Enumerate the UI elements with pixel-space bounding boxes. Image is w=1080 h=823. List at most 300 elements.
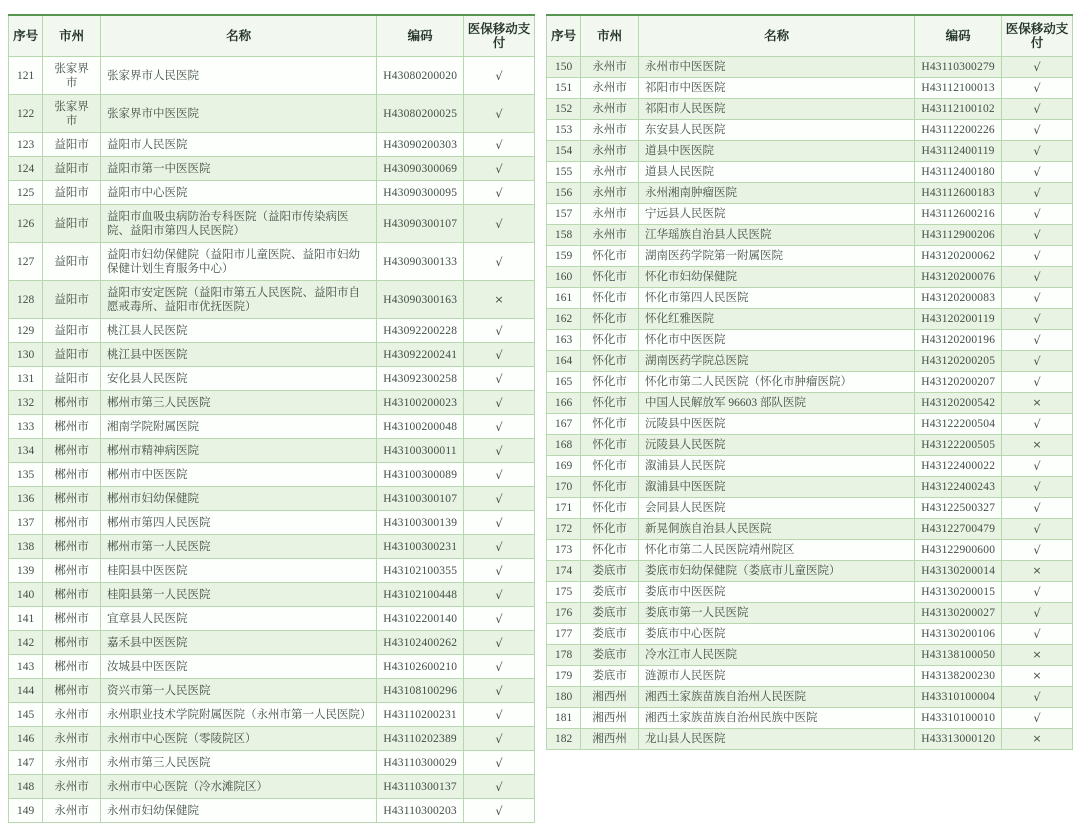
hospital-table-right — [546, 14, 1073, 750]
col-header-name: 名称 — [639, 15, 915, 57]
city-cell: 怀化市 — [581, 351, 639, 372]
code-cell: H43080200020 — [377, 57, 464, 95]
payment-cell: √ — [463, 655, 534, 679]
table-row — [9, 367, 535, 391]
table-row — [547, 519, 1073, 540]
table-row — [9, 727, 535, 751]
payment-cell: √ — [1001, 687, 1072, 708]
city-cell: 郴州市 — [43, 391, 101, 415]
hospital-name-cell: 益阳市中心医院 — [101, 181, 377, 205]
row-number: 161 — [547, 288, 581, 309]
hospital-name-cell: 涟源市人民医院 — [639, 666, 915, 687]
code-cell: H43122200505 — [915, 435, 1002, 456]
row-number: 129 — [9, 319, 43, 343]
table-row — [9, 559, 535, 583]
table-row — [547, 603, 1073, 624]
payment-cell: √ — [463, 799, 534, 823]
hospital-name-cell: 溆浦县中医医院 — [639, 477, 915, 498]
payment-cell: √ — [1001, 624, 1072, 645]
payment-cell: × — [1001, 645, 1072, 666]
city-cell: 怀化市 — [581, 393, 639, 414]
code-cell: H43092300258 — [377, 367, 464, 391]
code-cell: H43080200025 — [377, 95, 464, 133]
payment-cell: √ — [1001, 141, 1072, 162]
table-row — [547, 57, 1073, 78]
city-cell: 怀化市 — [581, 288, 639, 309]
hospital-name-cell: 中国人民解放军 96603 部队医院 — [639, 393, 915, 414]
hospital-name-cell: 娄底市第一人民医院 — [639, 603, 915, 624]
city-cell: 永州市 — [581, 183, 639, 204]
row-number: 166 — [547, 393, 581, 414]
hospital-name-cell: 桃江县人民医院 — [101, 319, 377, 343]
row-number: 146 — [9, 727, 43, 751]
row-number: 158 — [547, 225, 581, 246]
row-number: 170 — [547, 477, 581, 498]
code-cell: H43130200106 — [915, 624, 1002, 645]
code-cell: H43122400243 — [915, 477, 1002, 498]
code-cell: H43120200207 — [915, 372, 1002, 393]
city-cell: 怀化市 — [581, 477, 639, 498]
table-row — [547, 582, 1073, 603]
code-cell: H43120200196 — [915, 330, 1002, 351]
hospital-name-cell: 道县中医医院 — [639, 141, 915, 162]
code-cell: H43120200062 — [915, 246, 1002, 267]
payment-cell: √ — [1001, 456, 1072, 477]
row-number: 164 — [547, 351, 581, 372]
city-cell: 永州市 — [581, 141, 639, 162]
payment-cell: × — [463, 281, 534, 319]
payment-cell: √ — [1001, 414, 1072, 435]
payment-cell: √ — [463, 487, 534, 511]
hospital-name-cell: 益阳市妇幼保健院（益阳市儿童医院、益阳市妇幼保健计划生育服务中心） — [101, 243, 377, 281]
city-cell: 怀化市 — [581, 267, 639, 288]
payment-cell: × — [1001, 561, 1072, 582]
payment-cell: √ — [1001, 582, 1072, 603]
col-header-payment: 医保移动支付 — [463, 15, 534, 57]
payment-cell: √ — [463, 463, 534, 487]
hospital-name-cell: 东安县人民医院 — [639, 120, 915, 141]
code-cell: H43130200015 — [915, 582, 1002, 603]
row-number: 154 — [547, 141, 581, 162]
row-number: 169 — [547, 456, 581, 477]
code-cell: H43102100448 — [377, 583, 464, 607]
payment-cell: √ — [463, 205, 534, 243]
hospital-name-cell: 怀化市第二人民医院（怀化市肿瘤医院） — [639, 372, 915, 393]
row-number: 165 — [547, 372, 581, 393]
city-cell: 湘西州 — [581, 687, 639, 708]
table-row — [9, 535, 535, 559]
payment-cell: √ — [1001, 120, 1072, 141]
table-row — [547, 645, 1073, 666]
table-row — [9, 133, 535, 157]
city-cell: 湘西州 — [581, 708, 639, 729]
header-row — [9, 15, 535, 57]
row-number: 179 — [547, 666, 581, 687]
code-cell: H43310100010 — [915, 708, 1002, 729]
hospital-name-cell: 怀化市第四人民医院 — [639, 288, 915, 309]
row-number: 178 — [547, 645, 581, 666]
table-row — [547, 435, 1073, 456]
hospital-name-cell: 汝城县中医医院 — [101, 655, 377, 679]
payment-cell: √ — [463, 511, 534, 535]
payment-cell: √ — [463, 95, 534, 133]
table-row — [9, 415, 535, 439]
col-header-name: 名称 — [101, 15, 377, 57]
table-row — [9, 281, 535, 319]
payment-cell: √ — [1001, 162, 1072, 183]
city-cell: 永州市 — [581, 225, 639, 246]
city-cell: 湘西州 — [581, 729, 639, 750]
payment-cell: √ — [463, 343, 534, 367]
table-row — [547, 288, 1073, 309]
city-cell: 永州市 — [581, 120, 639, 141]
city-cell: 怀化市 — [581, 372, 639, 393]
city-cell: 永州市 — [43, 775, 101, 799]
table-row — [9, 631, 535, 655]
payment-cell: √ — [463, 157, 534, 181]
code-cell: H43138100050 — [915, 645, 1002, 666]
hospital-name-cell: 怀化市中医医院 — [639, 330, 915, 351]
row-number: 124 — [9, 157, 43, 181]
payment-cell: √ — [463, 679, 534, 703]
code-cell: H43112100102 — [915, 99, 1002, 120]
code-cell: H43108100296 — [377, 679, 464, 703]
hospital-name-cell: 郴州市精神病医院 — [101, 439, 377, 463]
code-cell: H43102400262 — [377, 631, 464, 655]
code-cell: H43112200226 — [915, 120, 1002, 141]
city-cell: 永州市 — [581, 204, 639, 225]
row-number: 136 — [9, 487, 43, 511]
payment-cell: × — [1001, 666, 1072, 687]
city-cell: 娄底市 — [581, 603, 639, 624]
payment-cell: √ — [1001, 288, 1072, 309]
payment-cell: √ — [463, 415, 534, 439]
row-number: 121 — [9, 57, 43, 95]
col-header-city: 市州 — [581, 15, 639, 57]
hospital-name-cell: 永州市中医医院 — [639, 57, 915, 78]
code-cell: H43100300089 — [377, 463, 464, 487]
hospital-name-cell: 桃江县中医医院 — [101, 343, 377, 367]
row-number: 182 — [547, 729, 581, 750]
table-row — [547, 666, 1073, 687]
row-number: 148 — [9, 775, 43, 799]
code-cell: H43100300011 — [377, 439, 464, 463]
payment-cell: √ — [1001, 477, 1072, 498]
city-cell: 益阳市 — [43, 133, 101, 157]
payment-cell: √ — [1001, 225, 1072, 246]
table-row — [547, 687, 1073, 708]
hospital-name-cell: 江华瑶族自治县人民医院 — [639, 225, 915, 246]
row-number: 134 — [9, 439, 43, 463]
row-number: 131 — [9, 367, 43, 391]
table-row — [9, 95, 535, 133]
hospital-name-cell: 怀化市第二人民医院靖州院区 — [639, 540, 915, 561]
code-cell: H43090300107 — [377, 205, 464, 243]
row-number: 138 — [9, 535, 43, 559]
row-number: 160 — [547, 267, 581, 288]
code-cell: H43090300133 — [377, 243, 464, 281]
payment-cell: √ — [463, 319, 534, 343]
payment-cell: × — [1001, 435, 1072, 456]
hospital-name-cell: 怀化红雅医院 — [639, 309, 915, 330]
hospital-name-cell: 资兴市第一人民医院 — [101, 679, 377, 703]
hospital-name-cell: 娄底市中医医院 — [639, 582, 915, 603]
hospital-name-cell: 永州市中心医院（冷水滩院区） — [101, 775, 377, 799]
code-cell: H43102600210 — [377, 655, 464, 679]
hospital-name-cell: 宁远县人民医院 — [639, 204, 915, 225]
city-cell: 怀化市 — [581, 540, 639, 561]
table-row — [9, 775, 535, 799]
payment-cell: √ — [1001, 78, 1072, 99]
payment-cell: √ — [463, 703, 534, 727]
city-cell: 郴州市 — [43, 487, 101, 511]
table-row — [9, 607, 535, 631]
table-row — [9, 463, 535, 487]
payment-cell: √ — [463, 133, 534, 157]
col-header-index: 序号 — [9, 15, 43, 57]
city-cell: 郴州市 — [43, 535, 101, 559]
table-row — [9, 679, 535, 703]
hospital-name-cell: 湘西土家族苗族自治州民族中医院 — [639, 708, 915, 729]
payment-cell: √ — [1001, 99, 1072, 120]
city-cell: 益阳市 — [43, 343, 101, 367]
hospital-name-cell: 益阳市血吸虫病防治专科医院（益阳市传染病医院、益阳市第四人民医院） — [101, 205, 377, 243]
hospital-name-cell: 嘉禾县中医医院 — [101, 631, 377, 655]
row-number: 151 — [547, 78, 581, 99]
code-cell: H43130200014 — [915, 561, 1002, 582]
row-number: 139 — [9, 559, 43, 583]
code-cell: H43130200027 — [915, 603, 1002, 624]
row-number: 157 — [547, 204, 581, 225]
row-number: 140 — [9, 583, 43, 607]
table-row — [547, 162, 1073, 183]
col-header-index: 序号 — [547, 15, 581, 57]
payment-cell: √ — [463, 727, 534, 751]
city-cell: 益阳市 — [43, 243, 101, 281]
payment-cell: √ — [463, 439, 534, 463]
table-row — [9, 655, 535, 679]
city-cell: 张家界市 — [43, 95, 101, 133]
row-number: 130 — [9, 343, 43, 367]
payment-cell: √ — [1001, 183, 1072, 204]
payment-cell: √ — [463, 535, 534, 559]
table-row — [547, 246, 1073, 267]
row-number: 152 — [547, 99, 581, 120]
code-cell: H43122700479 — [915, 519, 1002, 540]
hospital-name-cell: 永州市中心医院（零陵院区） — [101, 727, 377, 751]
row-number: 125 — [9, 181, 43, 205]
table-row — [9, 799, 535, 823]
table-row — [547, 729, 1073, 750]
code-cell: H43112900206 — [915, 225, 1002, 246]
table-row — [9, 243, 535, 281]
city-cell: 娄底市 — [581, 666, 639, 687]
hospital-name-cell: 湘西土家族苗族自治州人民医院 — [639, 687, 915, 708]
city-cell: 益阳市 — [43, 319, 101, 343]
row-number: 142 — [9, 631, 43, 655]
code-cell: H43100200048 — [377, 415, 464, 439]
table-row — [547, 351, 1073, 372]
city-cell: 怀化市 — [581, 330, 639, 351]
hospital-name-cell: 新晃侗族自治县人民医院 — [639, 519, 915, 540]
code-cell: H43100300107 — [377, 487, 464, 511]
table-row — [547, 309, 1073, 330]
row-number: 162 — [547, 309, 581, 330]
code-cell: H43090300069 — [377, 157, 464, 181]
code-cell: H43090300095 — [377, 181, 464, 205]
table-row — [547, 330, 1073, 351]
city-cell: 永州市 — [43, 751, 101, 775]
city-cell: 怀化市 — [581, 414, 639, 435]
payment-cell: √ — [1001, 498, 1072, 519]
hospital-name-cell: 湘南学院附属医院 — [101, 415, 377, 439]
code-cell: H43313000120 — [915, 729, 1002, 750]
table-row — [9, 751, 535, 775]
payment-cell: √ — [463, 583, 534, 607]
hospital-name-cell: 永州市妇幼保健院 — [101, 799, 377, 823]
row-number: 173 — [547, 540, 581, 561]
payment-cell: √ — [1001, 351, 1072, 372]
row-number: 135 — [9, 463, 43, 487]
table-row — [9, 319, 535, 343]
city-cell: 益阳市 — [43, 157, 101, 181]
city-cell: 郴州市 — [43, 511, 101, 535]
table-row — [547, 561, 1073, 582]
hospital-name-cell: 祁阳市人民医院 — [639, 99, 915, 120]
city-cell: 益阳市 — [43, 281, 101, 319]
code-cell: H43100300231 — [377, 535, 464, 559]
code-cell: H43100300139 — [377, 511, 464, 535]
table-row — [9, 181, 535, 205]
city-cell: 永州市 — [43, 799, 101, 823]
row-number: 141 — [9, 607, 43, 631]
payment-cell: √ — [1001, 330, 1072, 351]
hospital-name-cell: 怀化市妇幼保健院 — [639, 267, 915, 288]
code-cell: H43110300203 — [377, 799, 464, 823]
row-number: 122 — [9, 95, 43, 133]
table-row — [9, 57, 535, 95]
payment-cell: √ — [463, 631, 534, 655]
row-number: 133 — [9, 415, 43, 439]
payment-cell: √ — [1001, 246, 1072, 267]
col-header-code: 编码 — [377, 15, 464, 57]
table-row — [9, 703, 535, 727]
city-cell: 娄底市 — [581, 624, 639, 645]
row-number: 180 — [547, 687, 581, 708]
hospital-name-cell: 郴州市妇幼保健院 — [101, 487, 377, 511]
code-cell: H43092200241 — [377, 343, 464, 367]
code-cell: H43120200083 — [915, 288, 1002, 309]
city-cell: 永州市 — [581, 78, 639, 99]
row-number: 147 — [9, 751, 43, 775]
code-cell: H43112600183 — [915, 183, 1002, 204]
hospital-table-left — [8, 14, 535, 823]
table-row — [547, 456, 1073, 477]
table-row — [9, 511, 535, 535]
row-number: 177 — [547, 624, 581, 645]
payment-cell: √ — [463, 391, 534, 415]
city-cell: 永州市 — [43, 703, 101, 727]
city-cell: 益阳市 — [43, 181, 101, 205]
hospital-name-cell: 道县人民医院 — [639, 162, 915, 183]
city-cell: 张家界市 — [43, 57, 101, 95]
table-row — [9, 205, 535, 243]
city-cell: 怀化市 — [581, 246, 639, 267]
hospital-name-cell: 郴州市中医医院 — [101, 463, 377, 487]
row-number: 168 — [547, 435, 581, 456]
row-number: 155 — [547, 162, 581, 183]
hospital-name-cell: 永州市第三人民医院 — [101, 751, 377, 775]
row-number: 144 — [9, 679, 43, 703]
code-cell: H43112400119 — [915, 141, 1002, 162]
table-row — [9, 391, 535, 415]
row-number: 163 — [547, 330, 581, 351]
hospital-name-cell: 祁阳市中医医院 — [639, 78, 915, 99]
row-number: 167 — [547, 414, 581, 435]
hospital-name-cell: 冷水江市人民医院 — [639, 645, 915, 666]
code-cell: H43110202389 — [377, 727, 464, 751]
code-cell: H43102200140 — [377, 607, 464, 631]
city-cell: 郴州市 — [43, 631, 101, 655]
code-cell: H43102100355 — [377, 559, 464, 583]
code-cell: H43112400180 — [915, 162, 1002, 183]
row-number: 145 — [9, 703, 43, 727]
hospital-name-cell: 湖南医药学院总医院 — [639, 351, 915, 372]
hospital-name-cell: 龙山县人民医院 — [639, 729, 915, 750]
table-row — [547, 204, 1073, 225]
city-cell: 郴州市 — [43, 607, 101, 631]
city-cell: 娄底市 — [581, 582, 639, 603]
code-cell: H43122200504 — [915, 414, 1002, 435]
table-row — [547, 120, 1073, 141]
row-number: 176 — [547, 603, 581, 624]
table-row — [547, 540, 1073, 561]
row-number: 159 — [547, 246, 581, 267]
hospital-name-cell: 湖南医药学院第一附属医院 — [639, 246, 915, 267]
table-row — [547, 498, 1073, 519]
city-cell: 益阳市 — [43, 205, 101, 243]
row-number: 156 — [547, 183, 581, 204]
row-number: 153 — [547, 120, 581, 141]
city-cell: 郴州市 — [43, 415, 101, 439]
table-row — [547, 183, 1073, 204]
payment-cell: √ — [1001, 603, 1072, 624]
row-number: 128 — [9, 281, 43, 319]
code-cell: H43092200228 — [377, 319, 464, 343]
col-header-city: 市州 — [43, 15, 101, 57]
city-cell: 郴州市 — [43, 583, 101, 607]
code-cell: H43090300163 — [377, 281, 464, 319]
table-row — [547, 624, 1073, 645]
row-number: 132 — [9, 391, 43, 415]
payment-cell: √ — [463, 559, 534, 583]
city-cell: 怀化市 — [581, 435, 639, 456]
code-cell: H43110200231 — [377, 703, 464, 727]
city-cell: 怀化市 — [581, 456, 639, 477]
city-cell: 怀化市 — [581, 519, 639, 540]
city-cell: 郴州市 — [43, 559, 101, 583]
payment-cell: √ — [1001, 204, 1072, 225]
code-cell: H43110300279 — [915, 57, 1002, 78]
table-row — [547, 372, 1073, 393]
hospital-name-cell: 沅陵县中医医院 — [639, 414, 915, 435]
code-cell: H43122400022 — [915, 456, 1002, 477]
code-cell: H43090200303 — [377, 133, 464, 157]
payment-cell: √ — [1001, 309, 1072, 330]
city-cell: 怀化市 — [581, 309, 639, 330]
hospital-name-cell: 永州湘南肿瘤医院 — [639, 183, 915, 204]
city-cell: 永州市 — [581, 57, 639, 78]
